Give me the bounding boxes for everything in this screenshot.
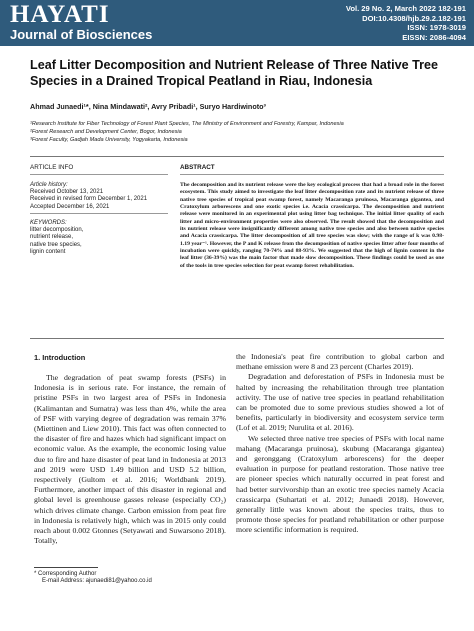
history-received: Received October 13, 2021 [30,189,104,196]
article-info-divider [30,174,168,175]
affiliation-3: ³Forest Faculty, Gadjah Mada University, Yogyakarta, Indonesia [30,137,188,143]
keyword-item: litter decomposition, [30,227,84,234]
paragraph: We selected three native tree species of PSFs with local name mahang (Macaranga pruinosa), skubung (Macaranga gigantea) and geronggang (Cratoxylum arborescens) for the deeper evaluation in purpose for peatland restoration. Those native tree are pioneer species which naturally occurred in peat forest and had better survivorship than an exotic tree species namely Acacia crassicarpa (Suhartati et al. 2012; Junaedi 2018). However, generally little was known about the species traits, thus to promote those species for peatland rehabilitation or other purpose more scientific information is required. [236,433,444,535]
abstract-label: ABSTRACT [180,164,215,171]
paragraph: The degradation of peat swamp forests (PSFs) in Indonesia is in serious rate. For instance, the remain of pristine PSFs in two largest area of PSFs in Indonesia (Kalimantan and Sumatra) was less than 4%, while the area of PSF with varying degree of degradation was remain 37% (Miettinen and Liew 2010). This fact was often connected to the disaster of fire and hazes which had significant impact on economic value. As the example, the economic losing value due to fire and haze disaster of peat land in Indonesia at 2013 and 2019 were USD 1.49 billion and USD 5.2 billion, respectively (Gultom et al. 2016; Worldbank 2019). Furthermore, another impact of this disaster in regional and global level is greenhouse gasses release (especially CO₂) which drives climate change. Carbon emission from peat fire in Indonesia is relatively high, which was in 2015 only could reach about 0.002 Gtonnes (Setyawati and Suwarsono 2018). Totally, [34,373,226,546]
journal-subtitle: Journal of Biosciences [10,27,153,42]
affiliation-2: ²Forest Research and Development Center, Bogor, Indonesia [30,129,182,135]
keywords-heading: KEYWORDS: [30,220,67,226]
journal-meta [346,4,466,42]
history-revised: Received in revised form December 1, 2021 [30,196,148,203]
article-info-label: ARTICLE INFO [30,164,74,171]
intro-right-column [236,352,444,536]
paragraph: the Indonesia's peat fire contribution to global carbon and methane emission were 8 and 23 percent (Charles 2019). [236,352,444,372]
history-accepted: Accepted December 16, 2021 [30,203,110,210]
issn: ISSN: 1978-3019 [407,23,466,33]
abstract-text: The decomposition and its nutrient release were the key ecological process that had a broad role in the forest ecosystem. This study aimed to investigate the leaf litter decomposition rate and its nutrient release of three native tree species of tropical peat swamp forest, namely Macaranga pruinosa, Macaranga gigantea, and Cratoxylum arborescens and one exotic species i.e. Acacia crassicarpa. The decomposition and nutrient release were monitored in an experimental plot using litter bag technique. The initial litter quality of each litter and micro-environment properties were also observed. The result showed that the decomposition and its nutrient release were insignificantly different among native tree species and also between native species and Acacia crassicarpa. The litter decomposition of all tree species was slow; with the range of k was 0.98-1.19 year⁻¹. However, the P and K release from the decomposition of native species litter after four months of incubation were quickly, ranging 70-74% and 88-93%. We suggested that the high of lignin content in the leaf litter (36-39%) was the main factor that made slow decomposition. These findings could be used as one of the tools in tree species selection for peat swamp forest rehabilitation. [180,182,444,269]
author-list: Ahmad Junaedi¹*, Nina Mindawati², Avry Pribadi¹, Suryo Hardiwinoto³ [30,102,266,111]
author-email: E-mail Address: ajunaedi81@yahoo.co.id [42,578,152,585]
affiliations [30,120,450,144]
intro-heading: 1. Introduction [34,353,86,362]
footnote [34,571,152,586]
keyword-item: native tree species, [30,241,82,248]
section-divider-bottom [30,338,444,339]
doi: DOI:10.4308/hjb.29.2.182-191 [362,13,466,23]
keywords [30,220,170,256]
footnote-divider [34,567,98,568]
article-title: Leaf Litter Decomposition and Nutrient Release of Three Native Tree Species in a Drained Tropical Peatland in Riau, Indonesia [30,58,438,88]
history-heading: Article history: [30,182,68,188]
keyword-item: lignin content [30,248,66,255]
journal-header-bar [0,0,474,46]
paragraph: Degradation and deforestation of PSFs in Indonesia must be halted by increasing the rehabilitation through tree plantation activity. The use of native tree species in peatland rehabilitation can be promoted due to some previous studies showed a lot of benefits, particularly in biodiversity and ecosystem service term (Lof et al. 2019; Nurulita et al. 2016). [236,372,444,433]
article-history [30,182,170,211]
abstract-divider [180,174,444,175]
volume-info: Vol. 29 No. 2, March 2022 182-191 [345,4,466,13]
intro-left-column [34,373,226,546]
keywords-divider [30,213,168,214]
eissn: EISSN: 2086-4094 [402,32,466,42]
journal-name: HAYATI [10,1,110,28]
section-divider [30,156,444,157]
corresponding-author: * Corresponding Author [34,571,97,577]
keyword-item: nutrient release, [30,234,74,241]
affiliation-1: ¹Research Institute for Fiber Technology of Forest Plant Species, The Ministry of Environment and Forestry, Kampar, Indonesia [30,121,344,127]
